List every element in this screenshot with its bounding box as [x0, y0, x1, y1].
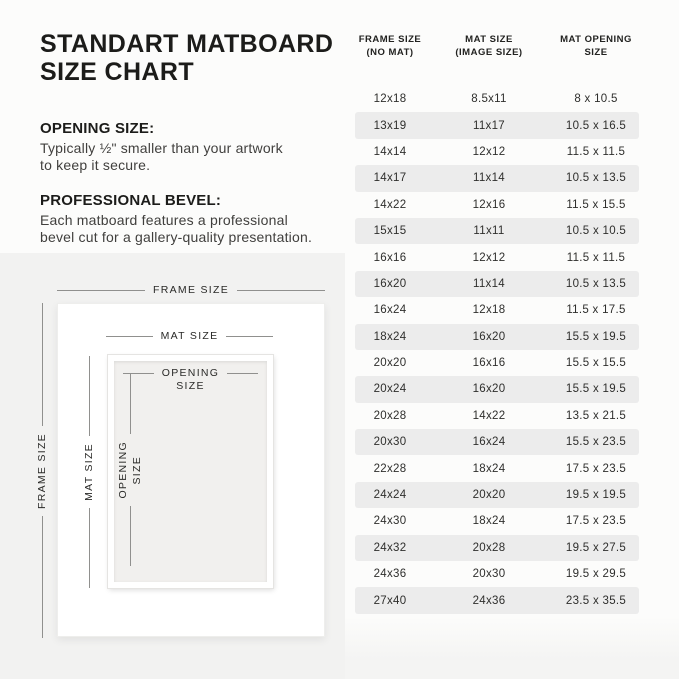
- opening-size-description-line1: Typically ½" smaller than your artwork: [40, 140, 283, 156]
- opening-size-label-text: OPENING SIZE: [117, 441, 143, 499]
- table-cell: 17.5 x 23.5: [565, 515, 627, 528]
- table-row: [355, 297, 639, 323]
- page-title-line2: SIZE CHART: [40, 58, 194, 86]
- table-cell: 18x24: [472, 462, 506, 475]
- table-cell: 14x14: [373, 145, 407, 158]
- table-row: [355, 139, 639, 165]
- table-row: [355, 482, 639, 508]
- dimension-line: [42, 516, 43, 639]
- frame-size-label-text: FRAME SIZE: [153, 284, 230, 296]
- table-cell: 15.5 x 19.5: [565, 383, 627, 396]
- opening-size-vertical-label: [117, 374, 143, 566]
- table-row: [355, 165, 639, 191]
- dimension-line: [42, 303, 43, 426]
- table-cell: 17.5 x 23.5: [565, 462, 627, 475]
- table-row: [355, 271, 639, 297]
- mat-size-label-text: MAT SIZE: [160, 330, 219, 342]
- section-professional-bevel: [40, 192, 380, 245]
- table-row: [355, 192, 639, 218]
- header-frame-size: FRAME SIZE (NO MAT): [358, 34, 422, 58]
- table-cell: 20x30: [472, 568, 506, 581]
- header-mat-opening-size: MAT OPENING SIZE: [560, 34, 632, 58]
- section-opening-size: [40, 120, 380, 173]
- table-cell: 16x16: [472, 357, 506, 370]
- table-cell: 8 x 10.5: [574, 93, 618, 106]
- table-cell: 20x30: [373, 436, 407, 449]
- table-cell: 20x20: [472, 489, 506, 502]
- professional-bevel-heading: PROFESSIONAL BEVEL:: [40, 192, 222, 209]
- opening-size-top-label: [123, 367, 258, 392]
- dimension-line: [237, 290, 325, 291]
- table-cell: 11x14: [473, 172, 505, 185]
- table-row: [355, 86, 639, 112]
- table-cell: 16x20: [472, 383, 506, 396]
- table-cell: 22x28: [373, 462, 407, 475]
- table-cell: 15.5 x 23.5: [565, 436, 627, 449]
- opening-size-description: [40, 140, 380, 173]
- table-cell: 8.5x11: [471, 93, 507, 106]
- table-cell: 10.5 x 13.5: [565, 277, 627, 290]
- dimension-line: [130, 506, 131, 566]
- table-cell: 18x24: [472, 515, 506, 528]
- opening-size-heading: OPENING SIZE:: [40, 120, 155, 137]
- table-cell: 10.5 x 10.5: [565, 225, 627, 238]
- mat-size-label-text: MAT SIZE: [83, 443, 95, 501]
- table-row: [355, 218, 639, 244]
- table-cell: 11.5 x 15.5: [566, 198, 626, 211]
- table-cell: 11.5 x 17.5: [566, 304, 626, 317]
- table-cell: 11x17: [473, 119, 505, 132]
- professional-bevel-description-line1: Each matboard features a professional: [40, 212, 288, 228]
- table-cell: 11x11: [473, 225, 505, 238]
- table-row: [355, 561, 639, 587]
- table-cell: 24x24: [373, 489, 407, 502]
- mat-size-vertical-label: [82, 356, 96, 588]
- table-row: [355, 112, 639, 138]
- table-cell: 16x16: [373, 251, 407, 264]
- dimension-line: [57, 290, 145, 291]
- table-cell: 27x40: [373, 594, 407, 607]
- table-cell: 12x12: [472, 251, 506, 264]
- table-cell: 12x16: [472, 198, 506, 211]
- table-cell: 16x20: [472, 330, 506, 343]
- table-cell: 23.5 x 35.5: [565, 594, 627, 607]
- table-cell: 20x24: [373, 383, 407, 396]
- table-rows: [355, 86, 639, 614]
- table-cell: 15x15: [373, 225, 407, 238]
- table-row: [355, 508, 639, 534]
- size-table: [355, 33, 639, 614]
- table-row: [355, 324, 639, 350]
- table-cell: 19.5 x 29.5: [565, 568, 627, 581]
- frame-size-vertical-label: [35, 303, 49, 638]
- page-title: [40, 30, 370, 86]
- table-row: [355, 244, 639, 270]
- table-cell: 14x22: [472, 409, 506, 422]
- table-row: [355, 403, 639, 429]
- table-cell: 15.5 x 15.5: [565, 357, 627, 370]
- table-cell: 14x22: [373, 198, 407, 211]
- table-cell: 15.5 x 19.5: [565, 330, 627, 343]
- table-cell: 18x24: [373, 330, 407, 343]
- table-cell: 16x24: [373, 304, 407, 317]
- table-cell: 12x18: [373, 93, 407, 106]
- page-title-line1: STANDART MATBOARD: [40, 30, 334, 58]
- table-cell: 11.5 x 11.5: [566, 251, 626, 264]
- mat-size-top-label: [106, 330, 273, 342]
- table-cell: 12x12: [472, 145, 506, 158]
- dimension-line: [130, 374, 131, 434]
- table-cell: 24x32: [373, 541, 407, 554]
- table-cell: 11.5 x 11.5: [566, 145, 626, 158]
- table-cell: 24x36: [373, 568, 407, 581]
- professional-bevel-description-line2: bevel cut for a gallery-quality presentation.: [40, 228, 313, 245]
- table-cell: 19.5 x 19.5: [565, 489, 627, 502]
- frame-size-top-label: [57, 284, 325, 296]
- table-cell: 11x14: [473, 277, 505, 290]
- header-mat-size: MAT SIZE (IMAGE SIZE): [455, 34, 523, 58]
- table-cell: 12x18: [472, 304, 506, 317]
- dimension-line: [89, 508, 90, 588]
- table-row: [355, 350, 639, 376]
- professional-bevel-description: [40, 212, 380, 245]
- table-cell: 14x17: [373, 172, 407, 185]
- table-cell: 13x19: [373, 119, 407, 132]
- opening-size-description-line2: to keep it secure.: [40, 156, 151, 173]
- dimension-line: [89, 356, 90, 436]
- table-cell: 20x28: [373, 409, 407, 422]
- dimension-line: [226, 336, 273, 337]
- table-row: [355, 429, 639, 455]
- table-cell: 10.5 x 16.5: [565, 119, 627, 132]
- table-cell: 16x24: [472, 436, 506, 449]
- table-cell: 19.5 x 27.5: [565, 541, 627, 554]
- table-cell: 20x28: [472, 541, 506, 554]
- table-header: [355, 33, 639, 67]
- table-row: [355, 535, 639, 561]
- table-cell: 24x30: [373, 515, 407, 528]
- table-cell: 10.5 x 13.5: [565, 172, 627, 185]
- table-row: [355, 376, 639, 402]
- dimension-line: [227, 373, 258, 374]
- table-cell: 16x20: [373, 277, 407, 290]
- dimension-line: [106, 336, 153, 337]
- table-row: [355, 455, 639, 481]
- opening-size-label-text: OPENING SIZE: [161, 367, 220, 392]
- table-cell: 20x20: [373, 357, 407, 370]
- table-cell: 13.5 x 21.5: [565, 409, 627, 422]
- frame-size-label-text: FRAME SIZE: [36, 432, 48, 509]
- table-cell: 24x36: [472, 594, 506, 607]
- table-row: [355, 587, 639, 613]
